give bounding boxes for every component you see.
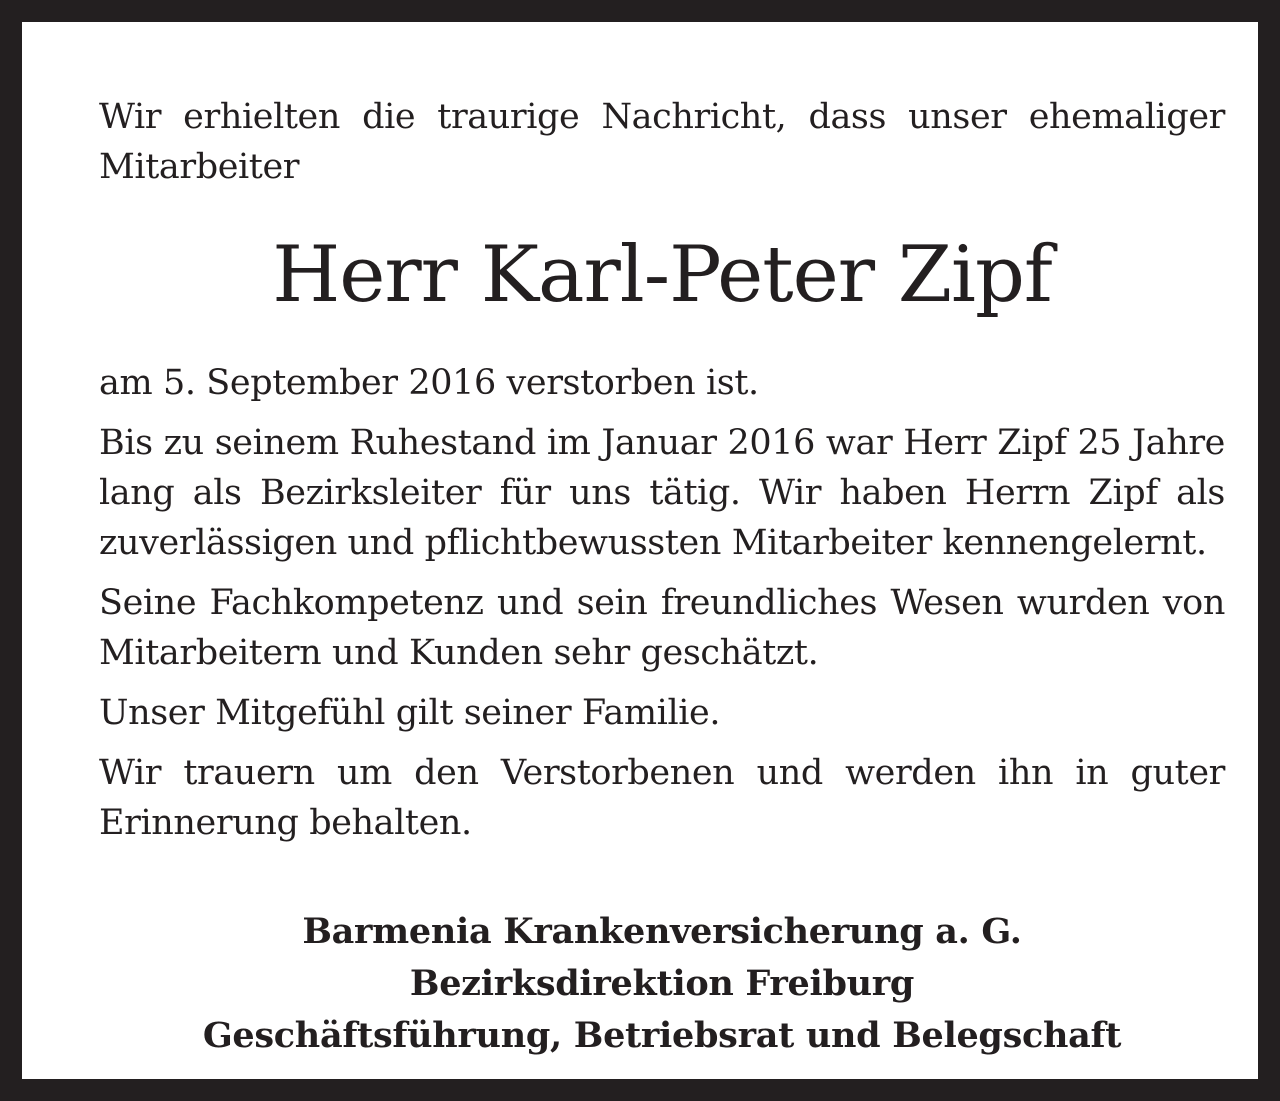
date-line: am 5. September 2016 verstorben ist. [99, 363, 759, 403]
notice-content [99, 92, 1225, 1062]
signature-block [99, 906, 1225, 1062]
mourning-paragraph: Wir trauern um den Verstorbenen und werden ihn in guter Erinnerung behalten. [99, 753, 1225, 843]
deceased-name: Herr Karl-Peter Zipf [272, 230, 1052, 320]
sympathy-paragraph: Unser Mitgefühl gilt seiner Familie. [99, 693, 721, 733]
service-paragraph: Bis zu seinem Ruhestand im Januar 2016 war Herr Zipf 25 Jahre lang als Bezirksleiter für uns tätig. Wir haben Herrn Zipf als zuverlässigen und pflichtbewussten Mitarbeiter kennengelernt. [99, 423, 1225, 563]
signature-company: Barmenia Krankenversicherung a. G. [302, 911, 1022, 952]
intro-text: Wir erhielten die traurige Nachricht, dass unser ehemaliger Mitarbeiter [99, 97, 1225, 187]
qualities-paragraph: Seine Fachkompetenz und sein freundliches Wesen wurden von Mitarbeitern und Kunden sehr geschätzt. [99, 583, 1225, 673]
signature-groups: Geschäftsführung, Betriebsrat und Belegschaft [202, 1015, 1122, 1056]
signature-division: Bezirksdirektion Freiburg [409, 963, 915, 1004]
